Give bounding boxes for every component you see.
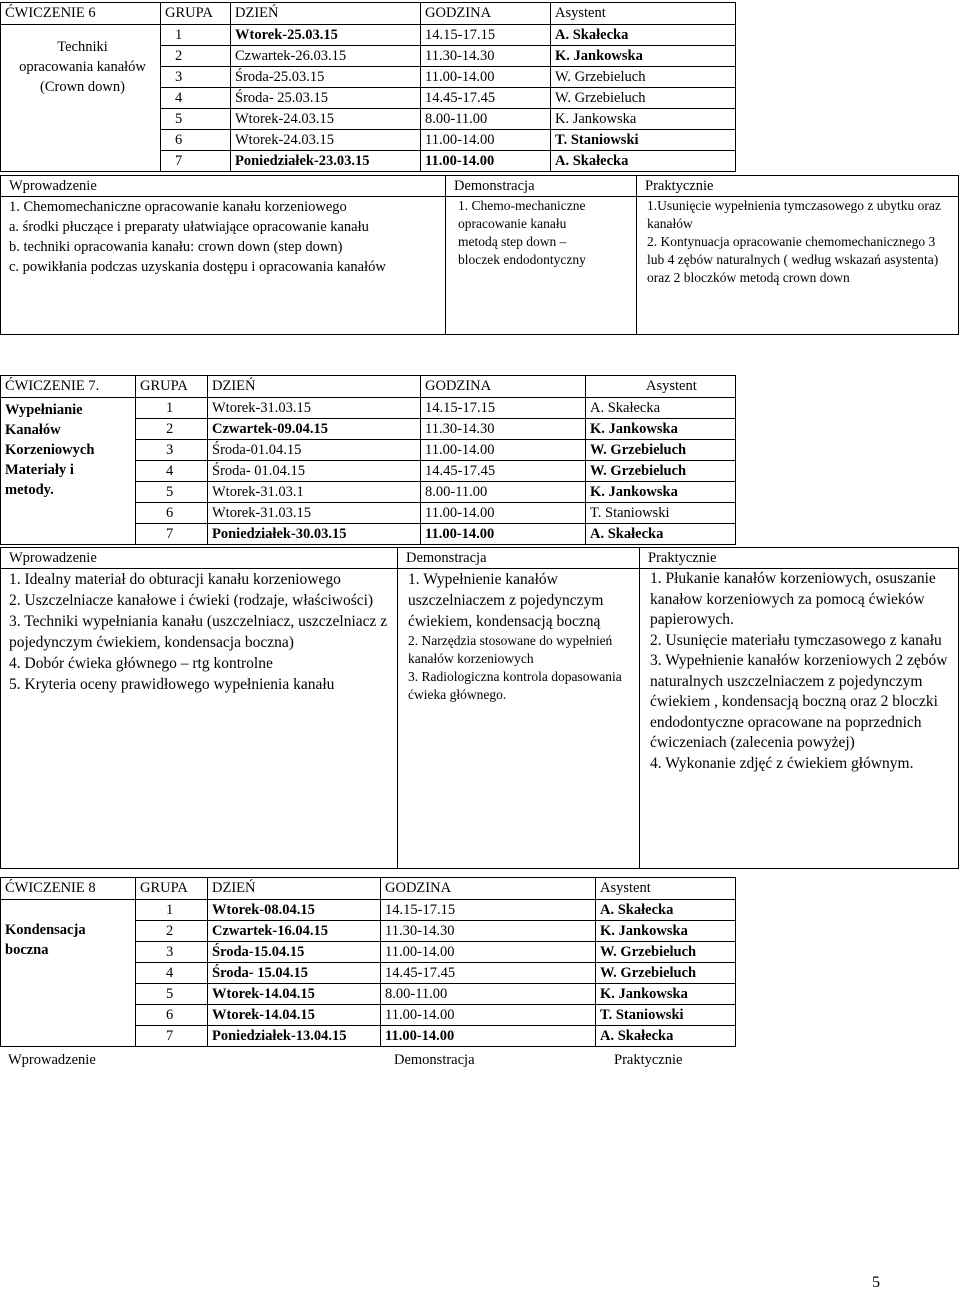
ex8-col-day: DZIEŃ [208,878,381,900]
ex8-title: ĆWICZENIE 8 [1,878,136,900]
ex6-topic: Techniki opracowania kanałów (Crown down) [1,25,161,172]
ex6-col-time: GODZINA [421,3,551,25]
ex8-demo-heading: Demonstracja [394,1052,475,1068]
ex8-topic: Kondensacja boczna [1,900,136,1047]
ex6-col-group: GRUPA [161,3,231,25]
ex7-col-assistant: Asystent [586,376,736,398]
ex7-demo-heading: Demonstracja [398,548,640,569]
exercise-8-content [0,1050,735,1071]
ex8-col-time: GODZINA [381,878,596,900]
ex8-col-assistant: Asystent [596,878,736,900]
ex6-intro-heading: Wprowadzenie [1,176,446,197]
ex6-demo-heading: Demonstracja [446,176,637,197]
ex7-demo: 1. Wypełnienie kanałów uszczelniaczem z pojedynczym ćwiekiem, kondensacją boczną 2. Narzędzia stosowane do wypełnień kanałów korzeniowych 3. Radiologiczna kontrola dopasowania ćwieka głównego. [398,569,640,869]
ex7-intro-heading: Wprowadzenie [1,548,398,569]
ex6-col-assistant: Asystent [551,3,736,25]
page-number: 5 [872,1274,880,1291]
ex6-practice: 1.Usunięcie wypełnienia tymczasowego z ubytku oraz kanałów 2. Kontynuacja opracowanie chemomechanicznego 3 lub 4 zębów naturalnych ( według wskazań asystenta) oraz 2 bloczków metodą crown down [637,197,959,335]
ex8-intro-heading: Wprowadzenie [8,1052,96,1068]
ex6-title: ĆWICZENIE 6 [1,3,161,25]
exercise-6-table: ĆWICZENIE 6 GRUPA DZIEŃ GODZINA Asystent Techniki opracowania kanałów (Crown down) 1 Wtorek-25.03.15 14.15-17.15 A. Skałecka 2 Czwartek-26.03.15 11.30-14.30 K. Jankowska 3 Środa-25.03.15 11.00-14.00 W. Grzebieluch 4 Środa- 25.03.15 14.45-17.45 W. Grzebieluch 5 Wtorek-24.03.15 8.00-11.00 K. Jankowska 6 Wtorek-24.03.15 11.00-14.00 T. Staniowski 7 Poniedziałek-23.03.15 11.00-14.00 A. Skałecka [0,2,736,172]
ex8-col-group: GRUPA [136,878,208,900]
ex6-practice-heading: Praktycznie [637,176,959,197]
exercise-8-table: ĆWICZENIE 8 GRUPA DZIEŃ GODZINA Asystent Kondensacja boczna 1 Wtorek-08.04.15 14.15-17.15 A. Skałecka 2 Czwartek-16.04.15 11.30-14.30 K. Jankowska 3 Środa-15.04.15 11.00-14.00 W. Grzebieluch 4 Środa- 15.04.15 14.45-17.45 W. Grzebieluch 5 Wtorek-14.04.15 8.00-11.00 K. Jankowska 6 Wtorek-14.04.15 11.00-14.00 T. Staniowski 7 Poniedziałek-13.04.15 11.00-14.00 A. Skałecka [0,877,736,1047]
ex7-intro: 1. Idealny materiał do obturacji kanału korzeniowego 2. Uszczelniacze kanałowe i ćwieki (rodzaje, właściwości) 3. Techniki wypełniania kanału (uszczelniacz, uszczelniacz z pojedynczym ćwiekiem, kondensacja boczna) 4. Dobór ćwieka głównego – rtg kontrolne 5. Kryteria oceny prawidłowego wypełnienia kanału [1,569,398,869]
exercise-7-content [0,547,959,869]
ex7-col-time: GODZINA [421,376,586,398]
exercise-6-content [0,175,959,335]
ex6-demo: 1. Chemo-mechaniczne opracowanie kanału metodą step down – bloczek endodontyczny [446,197,637,335]
ex7-topic: Wypełnianie Kanałów Korzeniowych Materiały i metody. [1,398,136,545]
ex6-intro: 1. Chemomechaniczne opracowanie kanału korzeniowego a. środki płuczące i preparaty ułatwiające opracowanie kanału b. techniki opracowania kanału: crown down (step down) c. powikłania podczas uzyskania dostępu i opracowania kanałów [1,197,446,335]
ex7-practice-heading: Praktycznie [640,548,959,569]
ex8-practice-heading: Praktycznie [614,1052,683,1068]
ex7-col-group: GRUPA [136,376,208,398]
exercise-7-table: ĆWICZENIE 7. GRUPA DZIEŃ GODZINA Asystent Wypełnianie Kanałów Korzeniowych Materiały i metody. 1 Wtorek-31.03.15 14.15-17.15 A. Skałecka 2 Czwartek-09.04.15 11.30-14.30 K. Jankowska 3 Środa-01.04.15 11.00-14.00 W. Grzebieluch 4 Środa- 01.04.15 14.45-17.45 W. Grzebieluch 5 Wtorek-31.03.1 8.00-11.00 K. Jankowska 6 Wtorek-31.03.15 11.00-14.00 T. Staniowski 7 Poniedziałek-30.03.15 11.00-14.00 A. Skałecka [0,375,736,545]
ex7-title: ĆWICZENIE 7. [1,376,136,398]
ex7-practice: 1. Płukanie kanałów korzeniowych, osuszanie kanałow korzeniowych za pomocą ćwieków papierowych. 2. Usunięcie materiału tymczasowego z kanału 3. Wypełnienie kanałów korzeniowych 2 zębów naturalnych uszczelniaczem z pojedynczym ćwiekiem , kondensacją boczną oraz 2 bloczki endodontyczne opracowane na poprzednich ćwiczeniach (zalecenia powyżej) 4. Wykonanie zdjęć z ćwiekiem głównym. [640,569,959,869]
ex7-col-day: DZIEŃ [208,376,421,398]
ex6-col-day: DZIEŃ [231,3,421,25]
